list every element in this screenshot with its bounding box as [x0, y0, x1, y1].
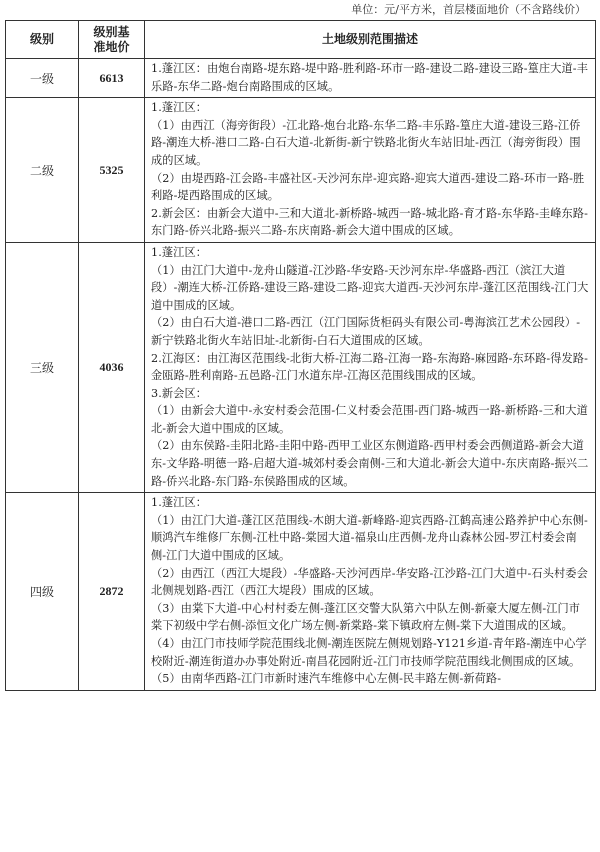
base-price-cell: 5325	[79, 98, 145, 243]
header-price: 级别基准地价	[79, 21, 145, 59]
base-price-cell: 4036	[79, 242, 145, 492]
header-desc: 土地级别范围描述	[145, 21, 596, 59]
table-row	[6, 98, 596, 243]
table-row	[6, 59, 596, 98]
description-paragraph: 1.蓬江区：	[151, 245, 208, 259]
description-paragraph: （1）由新会大道中-永安村委会范围-仁义村委会范围-西门路-城西一路-新桥路-三和大道北-新会大道中围成的区域。	[151, 404, 588, 435]
table-row	[6, 242, 596, 492]
description-paragraph: （1）由江门大道-蓬江区范围线-木朗大道-新峰路-迎宾西路-江鹤高速公路养护中心东侧-顺鸿汽车维修厂东侧-江杜中路-棠园大道-福泉山庄西侧-龙舟山森林公园-罗江村委会南侧-江门大道中围成的区域。	[151, 513, 588, 563]
description-paragraph: （2）由西江（西江大堤段）-华盛路-天沙河西岸-华安路-江沙路-江门大道中-石头村委会北侧规划路-西江（西江大堤段）围成的区域。	[151, 566, 588, 598]
description-paragraph: （1）由西江（海旁街段）-江北路-炮台北路-东华二路-丰乐路-篁庄大道-建设三路-江侨路-潮连大桥-港口二路-白石大道-北新街-新宁铁路北街火车站旧址-西江（海旁街段）围成的区域。	[151, 118, 581, 167]
table-header-row	[6, 21, 596, 59]
range-description-cell	[145, 98, 596, 243]
description-paragraph: 1.蓬江区：由炮台南路-堤东路-堤中路-胜利路-环市一路-建设二路-建设三路-篁庄大道-丰乐路-东华二路-炮台南路围成的区域。	[151, 62, 588, 93]
description-paragraph: （5）由南华西路-江门市新时速汽车维修中心左侧-民丰路左侧-新荷路-	[151, 672, 502, 686]
description-paragraph: 1.蓬江区：	[151, 496, 208, 510]
range-description-cell	[145, 242, 596, 492]
description-paragraph: （3）由棠下大道-中心村村委左侧-蓬江区交警大队第六中队左侧-新豪大厦左侧-江门市棠下初级中学右侧-添恒文化广场左侧-新棠路-棠下镇政府左侧-棠下大道围成的区域。	[151, 601, 581, 633]
description-paragraph: （2）由堤西路-江会路-丰盛社区-天沙河东岸-迎宾路-迎宾大道西-建设二路-环市一路-胜利路-堤西路围成的区域。	[151, 171, 585, 203]
unit-note: 单位：元/平方米，首层楼面地价（不含路线价）	[351, 3, 586, 16]
range-description-cell	[145, 59, 596, 98]
base-price-cell: 6613	[79, 59, 145, 98]
description-paragraph: 2.新会区：由新会大道中-三和大道北-新桥路-城西一路-城北路-育才路-东华路-圭峰东路-东门路-侨兴北路-振兴二路-东庆南路-新会大道中围成的区域。	[151, 206, 588, 238]
description-paragraph: （4）由江门市技师学院范围线北侧-潮连医院左侧规划路-Y121乡道-青年路-潮连中心学校附近-潮连街道办办事处附近-南昌花园附近-江门市技师学院范围线北侧围成的区域。	[151, 637, 587, 668]
range-description-cell	[145, 493, 596, 691]
level-cell: 一级	[6, 59, 79, 98]
description-paragraph: 2.江海区：由江海区范围线-北街大桥-江海二路-江海一路-东海路-麻园路-东环路-得发路-金瓯路-胜利南路-五邑路-江门水道东岸-江海区范围线围成的区域。	[151, 351, 588, 383]
description-paragraph: （2）由白石大道-港口二路-西江（江门国际货柜码头有限公司-粤海滨江艺术公园段）-新宁铁路北街火车站旧址-北新街-白石大道围成的区域。	[151, 316, 581, 347]
level-cell: 四级	[6, 493, 79, 691]
land-price-table	[5, 20, 596, 691]
level-cell: 三级	[6, 242, 79, 492]
level-cell: 二级	[6, 98, 79, 243]
description-paragraph: （1）由江门大道中-龙舟山隧道-江沙路-华安路-天沙河东岸-华盛路-西江（滨江大道段）-潮连大桥-江侨路-建设三路-建设二路-迎宾大道西-天沙河东岸-蓬江区范围线-江门大道中围成的区域。	[151, 263, 589, 312]
description-paragraph: 3.新会区：	[151, 386, 208, 400]
base-price-cell: 2872	[79, 493, 145, 691]
header-level: 级别	[6, 21, 79, 59]
table-row	[6, 493, 596, 691]
description-paragraph: （2）由东侯路-圭阳北路-圭阳中路-西甲工业区东侧道路-西甲村委会西侧道路-新会大道东-文华路-明德一路-启超大道-城郊村委会南侧-三和大道北-新会大道中-东庆南路-振兴二路-侨兴北路-东门路-东侯路围成的区域。	[151, 439, 589, 488]
description-paragraph: 1.蓬江区：	[151, 101, 208, 115]
